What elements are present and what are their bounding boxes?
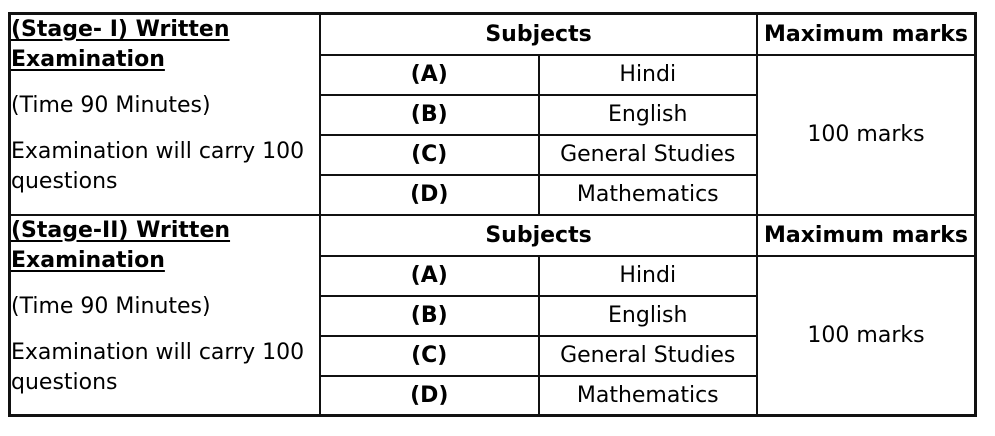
stage1-time-note: (Time 90 Minutes): [11, 93, 211, 118]
stage2-subject-c-label: (C): [320, 336, 539, 376]
stage1-title: [11, 15, 319, 75]
stage1-subject-a-label: (A): [320, 55, 539, 95]
table-row: [10, 14, 976, 55]
stage2-title-text: (Stage-II) Written Examination: [11, 217, 231, 273]
stage2-max-marks-header: Maximum marks: [757, 215, 976, 256]
stage2-title: [11, 216, 319, 276]
stage1-questions-note: Examination will carry 100 questions: [11, 139, 305, 194]
stage2-subject-a-label: (A): [320, 256, 539, 296]
stage1-subject-a-name: Hindi: [539, 55, 758, 95]
stage2-subjects-header: Subjects: [320, 215, 757, 256]
stage2-questions-note: Examination will carry 100 questions: [11, 339, 305, 395]
stage2-subject-d-name: Mathematics: [539, 376, 758, 416]
stage1-description-cell: [10, 14, 321, 215]
stage2-subject-b-label: (B): [320, 296, 539, 336]
stage2-subject-d-label: (D): [320, 376, 539, 416]
stage2-subject-a-name: Hindi: [539, 256, 758, 296]
stage2-time-note: (Time 90 Minutes): [11, 293, 211, 319]
exam-structure-table: [8, 12, 977, 417]
stage1-title-text: (Stage- I) Written Examination: [11, 17, 230, 72]
stage2-description-cell: [10, 215, 321, 416]
stage1-max-marks-header: Maximum marks: [757, 14, 976, 55]
stage1-subject-d-label: (D): [320, 175, 539, 215]
stage1-subject-b-name: English: [539, 95, 758, 135]
stage2-subject-c-name: General Studies: [539, 336, 758, 376]
stage2-subject-b-name: English: [539, 296, 758, 336]
stage1-subject-c-name: General Studies: [539, 135, 758, 175]
stage1-max-marks-value: 100 marks: [757, 55, 976, 215]
stage1-subject-c-label: (C): [320, 135, 539, 175]
stage1-subject-d-name: Mathematics: [539, 175, 758, 215]
stage1-subject-b-label: (B): [320, 95, 539, 135]
table-row: [10, 215, 976, 256]
stage2-max-marks-value: 100 marks: [757, 256, 976, 416]
stage1-subjects-header: Subjects: [320, 14, 757, 55]
